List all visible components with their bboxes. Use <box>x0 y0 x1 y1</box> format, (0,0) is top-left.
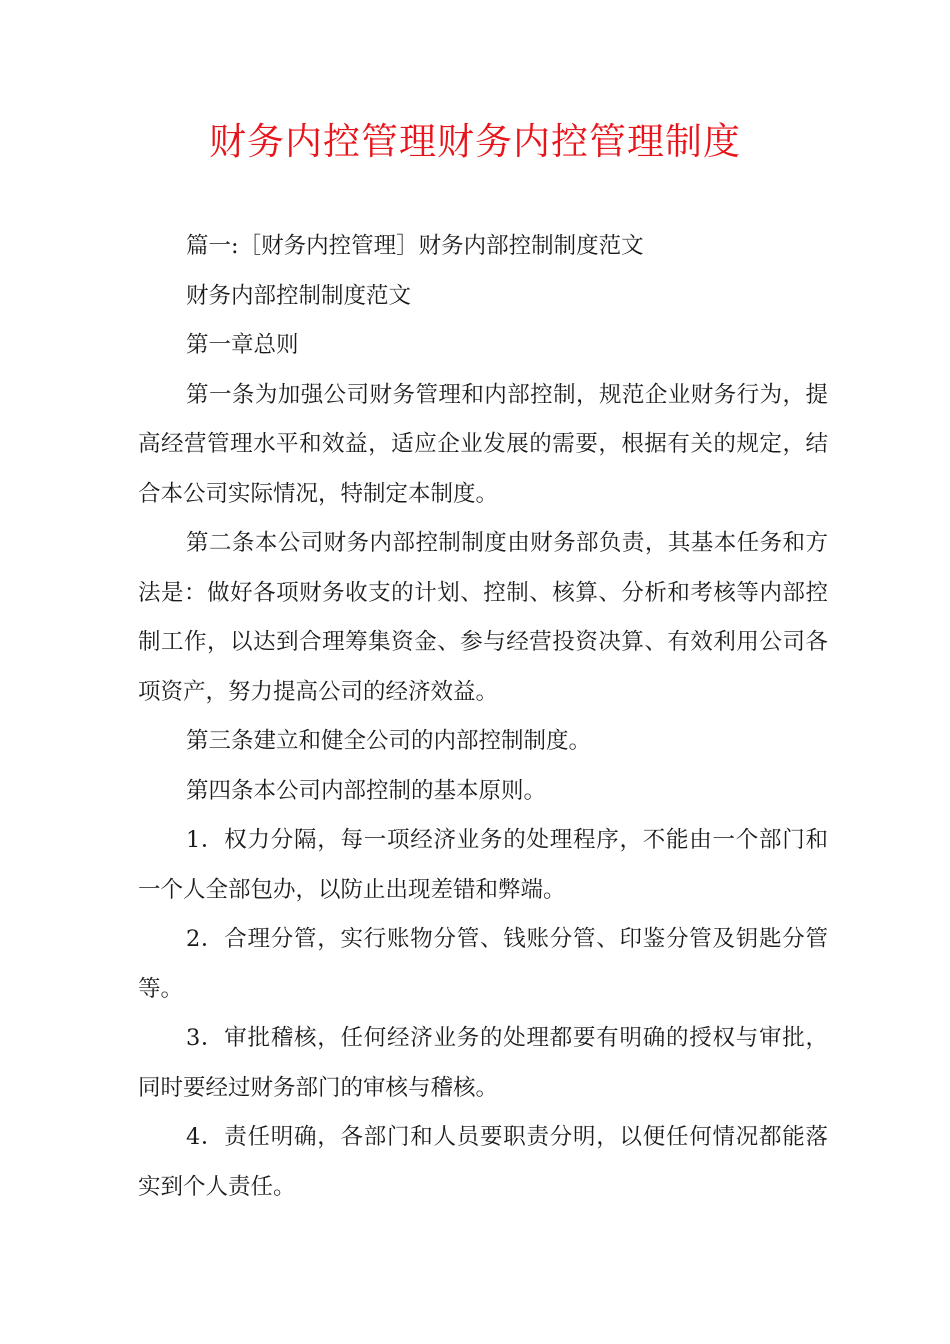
paragraph-article-4: 第四条本公司内部控制的基本原则。 <box>186 777 547 804</box>
paragraph-chapter-heading: 第一章总则 <box>186 332 299 358</box>
paragraph-section-heading: 篇一:［财务内控管理］财务内部控制制度范文 <box>186 233 644 259</box>
paragraph-article-1: 第一条为加强公司财务管理和内部控制，规范企业财务行为，提高经营管理水平和效益，适应企业发展的需要，根据有关的规定，结合本公司实际情况，特制定本制度。 <box>138 381 828 507</box>
paragraph-principle-4: 4．责任明确，各部门和人员要职责分明，以便任何情况都能落实到个人责任。 <box>138 1124 828 1200</box>
paragraph-article-3: 第三条建立和健全公司的内部控制制度。 <box>186 728 592 754</box>
paragraph-principle-3: 3．审批稽核，任何经济业务的处理都要有明确的授权与审批，同时要经过财务部门的审核与稽核。 <box>138 1025 828 1101</box>
document-body <box>138 222 828 1212</box>
paragraph-principle-1: 1．权力分隔，每一项经济业务的处理程序，不能由一个部门和一个人全部包办，以防止出现差错和弊端。 <box>138 827 828 903</box>
paragraph-article-2: 第二条本公司财务内部控制制度由财务部负责，其基本任务和方法是：做好各项财务收支的计划、控制、核算、分析和考核等内部控制工作，以达到合理筹集资金、参与经营投资决算、有效利用公司各项资产，努力提高公司的经济效益。 <box>138 530 828 705</box>
paragraph-subtitle: 财务内部控制制度范文 <box>186 282 412 309</box>
paragraph-principle-2: 2．合理分管，实行账物分管、钱账分管、印鉴分管及钥匙分管等。 <box>138 926 828 1002</box>
document-title: 财务内控管理财务内控管理制度 <box>209 120 741 163</box>
